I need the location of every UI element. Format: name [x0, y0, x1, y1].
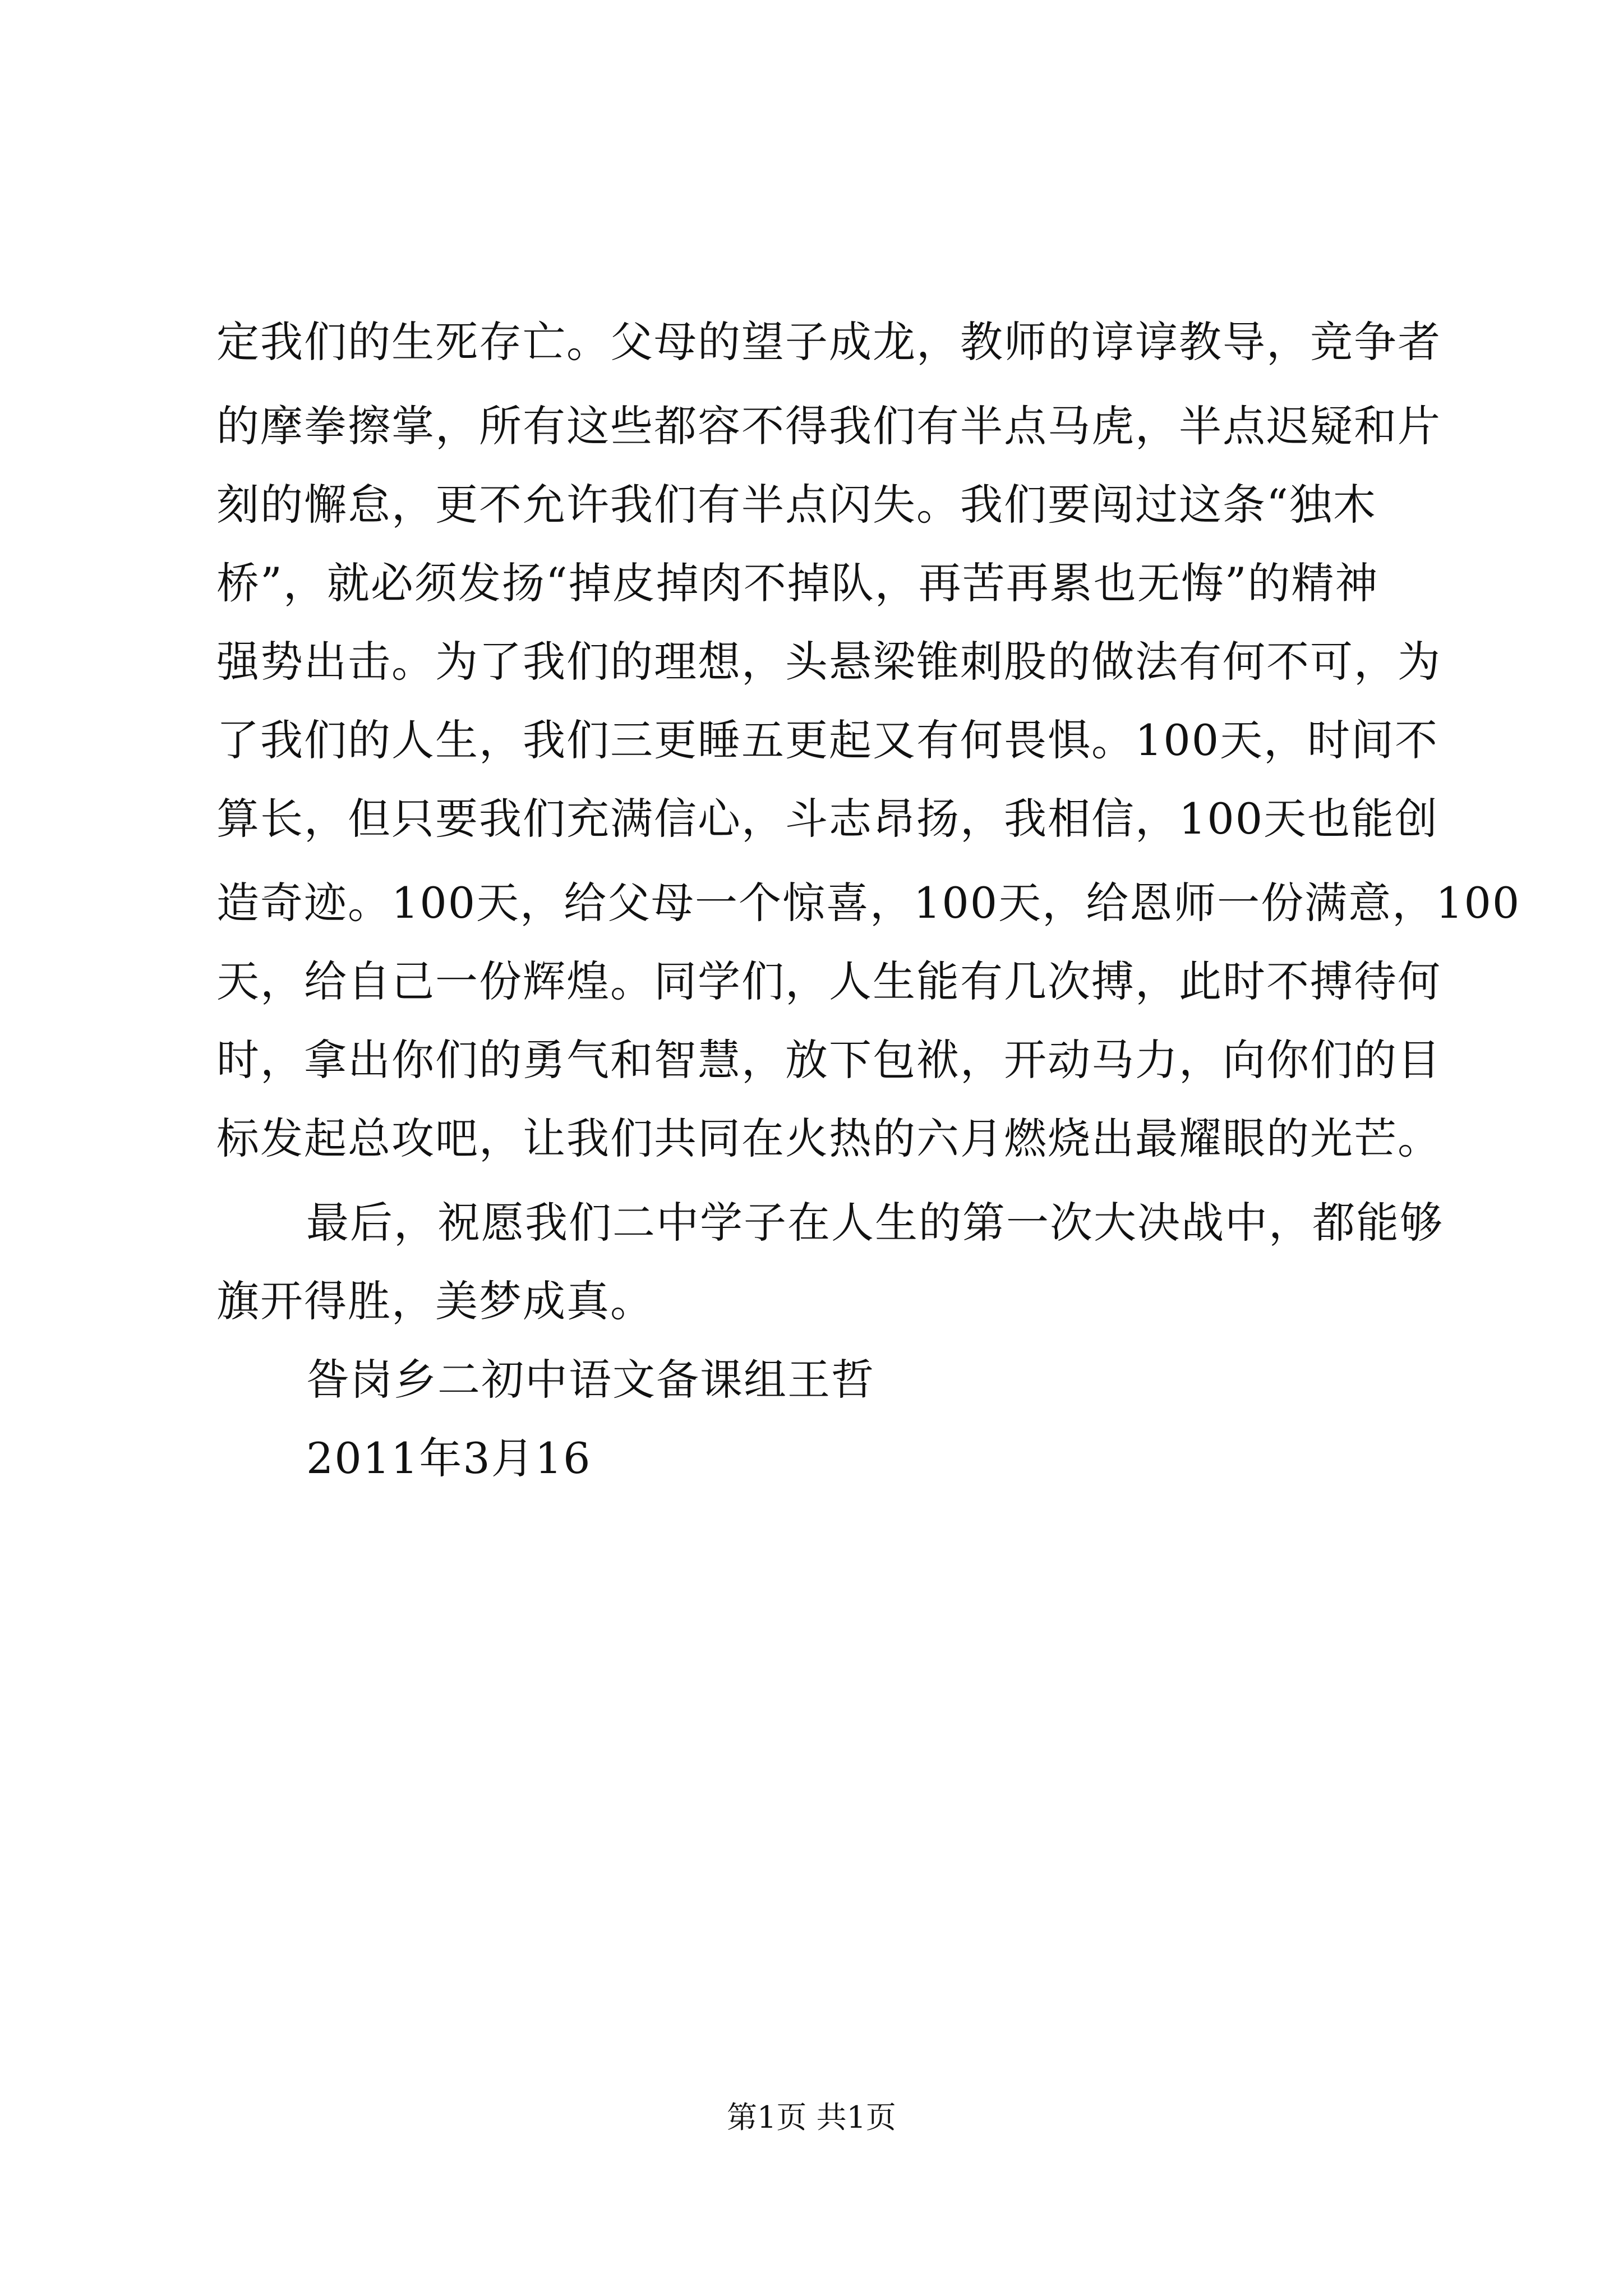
closing-paragraph-line: 最后，祝愿我们二中学子在人生的第一次大决战中，都能够 — [306, 1198, 1444, 1248]
paragraph-line: 造奇迹。100天，给父母一个惊喜，100天，给恩师一份满意，100 — [216, 878, 1521, 928]
paragraph-line: 强势出击。为了我们的理想，头悬梁锥刺股的做法有何不可，为 — [216, 637, 1441, 687]
page-number-footer: 第1页 共1页 — [727, 2100, 896, 2135]
paragraph-line: 桥”，就必须发扬“掉皮掉肉不掉队，再苦再累也无悔”的精神 — [216, 558, 1379, 608]
paragraph-line: 天，给自己一份辉煌。同学们，人生能有几次搏，此时不搏待何 — [216, 956, 1441, 1006]
author-line: 昝岗乡二初中语文备课组王哲 — [306, 1355, 875, 1405]
closing-paragraph-line: 旗开得胜，美梦成真。 — [216, 1276, 654, 1326]
paragraph-line: 算长，但只要我们充满信心，斗志昂扬，我相信，100天也能创 — [216, 794, 1439, 844]
paragraph-line: 了我们的人生，我们三更睡五更起又有何畏惧。100天，时间不 — [216, 715, 1439, 765]
date-line: 2011年3月16 — [306, 1433, 592, 1483]
paragraph-line: 标发起总攻吧，让我们共同在火热的六月燃烧出最耀眼的光芒。 — [216, 1114, 1441, 1163]
paragraph-line: 定我们的生死存亡。父母的望子成龙，教师的谆谆教导，竞争者 — [216, 317, 1441, 367]
paragraph-line: 的摩拳擦掌，所有这些都容不得我们有半点马虎，半点迟疑和片 — [216, 401, 1441, 451]
paragraph-line: 刻的懈怠，更不允许我们有半点闪失。我们要闯过这条“独木 — [216, 480, 1377, 530]
paragraph-line: 时，拿出你们的勇气和智慧，放下包袱，开动马力，向你们的目 — [216, 1035, 1441, 1085]
